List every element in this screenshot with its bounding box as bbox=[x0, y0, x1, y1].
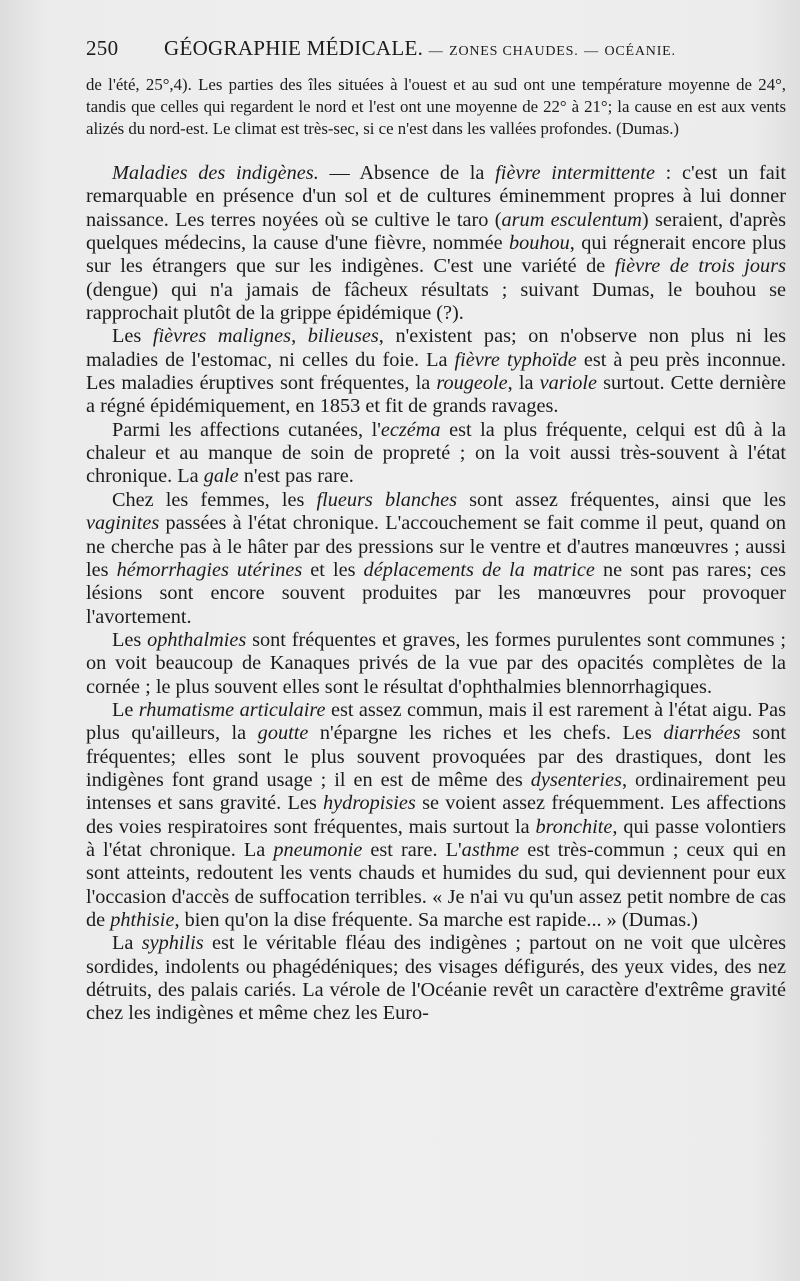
italic-term: asthme bbox=[461, 838, 520, 861]
italic-term: fièvre typhoïde bbox=[454, 348, 577, 371]
text-run: Les bbox=[112, 325, 153, 348]
text-run: et les bbox=[302, 558, 364, 581]
italic-term: Maladies des indigènes. bbox=[112, 162, 319, 184]
paragraph bbox=[86, 932, 786, 1025]
italic-term: gale bbox=[203, 465, 239, 488]
text-run: est le véritable fléau des indigènes ; partout on ne voit que ulcères sordides, indolents ou phagédéniques; des visages défigurés, des yeux vides, des nez détruits, des palais cariés. La vérole de l'Océanie revêt un caractère d'extrême gravité chez les indigènes et même chez les Euro- bbox=[86, 932, 786, 1025]
italic-term: arum esculentum bbox=[501, 208, 642, 231]
italic-term: goutte bbox=[257, 722, 309, 745]
italic-term: flueurs blanches bbox=[316, 488, 458, 511]
text-run: , ordinairement peu intenses et sans gravité. Les bbox=[86, 768, 786, 815]
text-run: est à peu près inconnue. Les maladies éruptives sont fréquentes, la bbox=[86, 348, 786, 395]
italic-term: ophthalmies bbox=[147, 628, 247, 651]
italic-term: eczéma bbox=[380, 418, 441, 441]
italic-term: bilieuses bbox=[307, 325, 379, 348]
italic-term: rhumatisme articulaire bbox=[138, 698, 326, 721]
text-run: , bien qu'on la dise fréquente. Sa marche est rapide... » (Dumas.) bbox=[174, 909, 698, 931]
text-run: est rare. L' bbox=[362, 838, 462, 861]
paragraph bbox=[86, 489, 786, 629]
running-title: GÉOGRAPHIE MÉDICALE. bbox=[164, 36, 424, 60]
italic-term: hydropisies bbox=[323, 792, 416, 815]
italic-term: pneumonie bbox=[273, 838, 363, 861]
text-run: est la plus fréquente, celqui est dû à la chaleur et au manque de soin de propreté ; on la voit aussi très-souvent à l'état chronique. La bbox=[86, 418, 786, 488]
text-run: , bbox=[291, 325, 308, 348]
text-run: , n'existent pas; on n'observe non plus ni les maladies de l'estomac, ni celles du foie. La bbox=[86, 325, 786, 371]
italic-term: déplacements de la matrice bbox=[363, 558, 595, 581]
text-run: Chez les femmes, les bbox=[112, 488, 317, 511]
text-run: , la bbox=[507, 372, 540, 395]
text-run: sont fréquentes; elles sont le plus souvent provoquées par des drastiques, dont les indigènes font grand usage ; il en est de même des bbox=[86, 722, 787, 791]
italic-term: bronchite bbox=[535, 815, 613, 838]
body-text bbox=[86, 162, 786, 1026]
text-run: — Absence de la bbox=[318, 162, 496, 184]
header-dash: — bbox=[428, 44, 444, 59]
italic-term: fièvre intermittente bbox=[495, 162, 655, 184]
section-title: ZONES CHAUDES. bbox=[449, 44, 579, 59]
text-run: est assez commun, mais il est rarement à l'état aigu. Pas plus qu'ailleurs, la bbox=[86, 698, 786, 745]
italic-term: fièvres malignes bbox=[152, 325, 292, 348]
text-run: Parmi les affections cutanées, l' bbox=[112, 418, 381, 441]
paragraph bbox=[86, 162, 786, 325]
text-run: sont fréquentes et graves, les formes purulentes sont communes ; on voit beaucoup de Kanaques privés de la vue par des opacités complètes de la cornée ; le plus souvent elles sont le résultat d'ophthalmies blennorrhagiques. bbox=[86, 628, 786, 698]
text-run: ) seraient, d'après quelques médecins, la cause d'une fièvre, nommée bbox=[86, 208, 786, 255]
running-header bbox=[86, 36, 786, 66]
text-run: , qui régnerait encore plus sur les étrangers que sur les indigènes. C'est une variété de bbox=[86, 232, 786, 278]
italic-term: phthisie bbox=[110, 909, 175, 931]
italic-term: bouhou bbox=[508, 232, 570, 255]
italic-term: diarrhées bbox=[663, 722, 741, 745]
text-run: passées à l'état chronique. L'accouchement se fait comme il peut, quand on ne cherche pas à le hâter par des pressions sur le ventre et d'autres manœuvres ; aussi les bbox=[86, 512, 786, 581]
text-run: n'est pas rare. bbox=[238, 465, 354, 488]
italic-term: hémorrhagies utérines bbox=[116, 558, 303, 581]
italic-term: dysenteries bbox=[530, 768, 622, 791]
paragraph bbox=[86, 699, 786, 932]
italic-term: fièvre de trois jours bbox=[614, 255, 786, 278]
text-run: , qui passe volontiers à l'état chronique. La bbox=[86, 815, 786, 861]
italic-term: rougeole bbox=[436, 372, 508, 395]
text-run: surtout. Cette dernière a régné épidémiquement, en 1853 et fit de grands ravages. bbox=[86, 372, 786, 418]
text-run: Les bbox=[112, 628, 148, 651]
page-number: 250 bbox=[86, 36, 119, 60]
text-run: ne sont pas rares; ces lésions sont encore souvent produites par les manœuvres pour provoquer l'avortement. bbox=[86, 558, 786, 628]
paragraph bbox=[86, 325, 786, 418]
text-run: n'épargne les riches et les chefs. Les bbox=[308, 722, 664, 745]
text-run: La bbox=[112, 932, 142, 955]
text-run: : c'est un fait remarquable en présence d'un sol et de cultures éminemment propres à lui donner naissance. Les terres noyées où se cultive le taro ( bbox=[86, 162, 786, 231]
text-run: sont assez fréquentes, ainsi que les bbox=[457, 488, 786, 511]
italic-term: vaginites bbox=[86, 512, 160, 535]
text-run: Le bbox=[112, 698, 139, 721]
intro-paragraph: de l'été, 25°,4). Les parties des îles situées à l'ouest et au sud ont une température moyenne de 24°, tandis que celles qui regardent le nord et l'est ont une moyenne de 22° à 21°; la cause en est aux vents alizés du nord-est. Le climat est très-sec, si ce n'est dans les vallées profondes. (Dumas.) bbox=[86, 75, 786, 139]
paragraph bbox=[86, 419, 786, 489]
italic-term: variole bbox=[539, 372, 598, 395]
region-title: OCÉANIE. bbox=[604, 44, 676, 59]
text-run: est très-commun ; ceux qui en sont atteints, redoutent les vents chauds et humides du sud, qui deviennent pour eux l'occasion d'accès de suffocation terribles. « Je n'ai vu qu'un assez petit nombre de cas de bbox=[86, 838, 786, 931]
text-run: se voient assez fréquemment. Les affections des voies respiratoires sont fréquentes, mais surtout la bbox=[86, 792, 786, 838]
text-run: (dengue) qui n'a jamais de fâcheux résultats ; suivant Dumas, le bouhou se rapprochait plutôt de la grippe épidémique (?). bbox=[86, 278, 786, 325]
header-dash: — bbox=[584, 44, 599, 59]
italic-term: syphilis bbox=[141, 932, 204, 955]
paragraph bbox=[86, 629, 786, 699]
